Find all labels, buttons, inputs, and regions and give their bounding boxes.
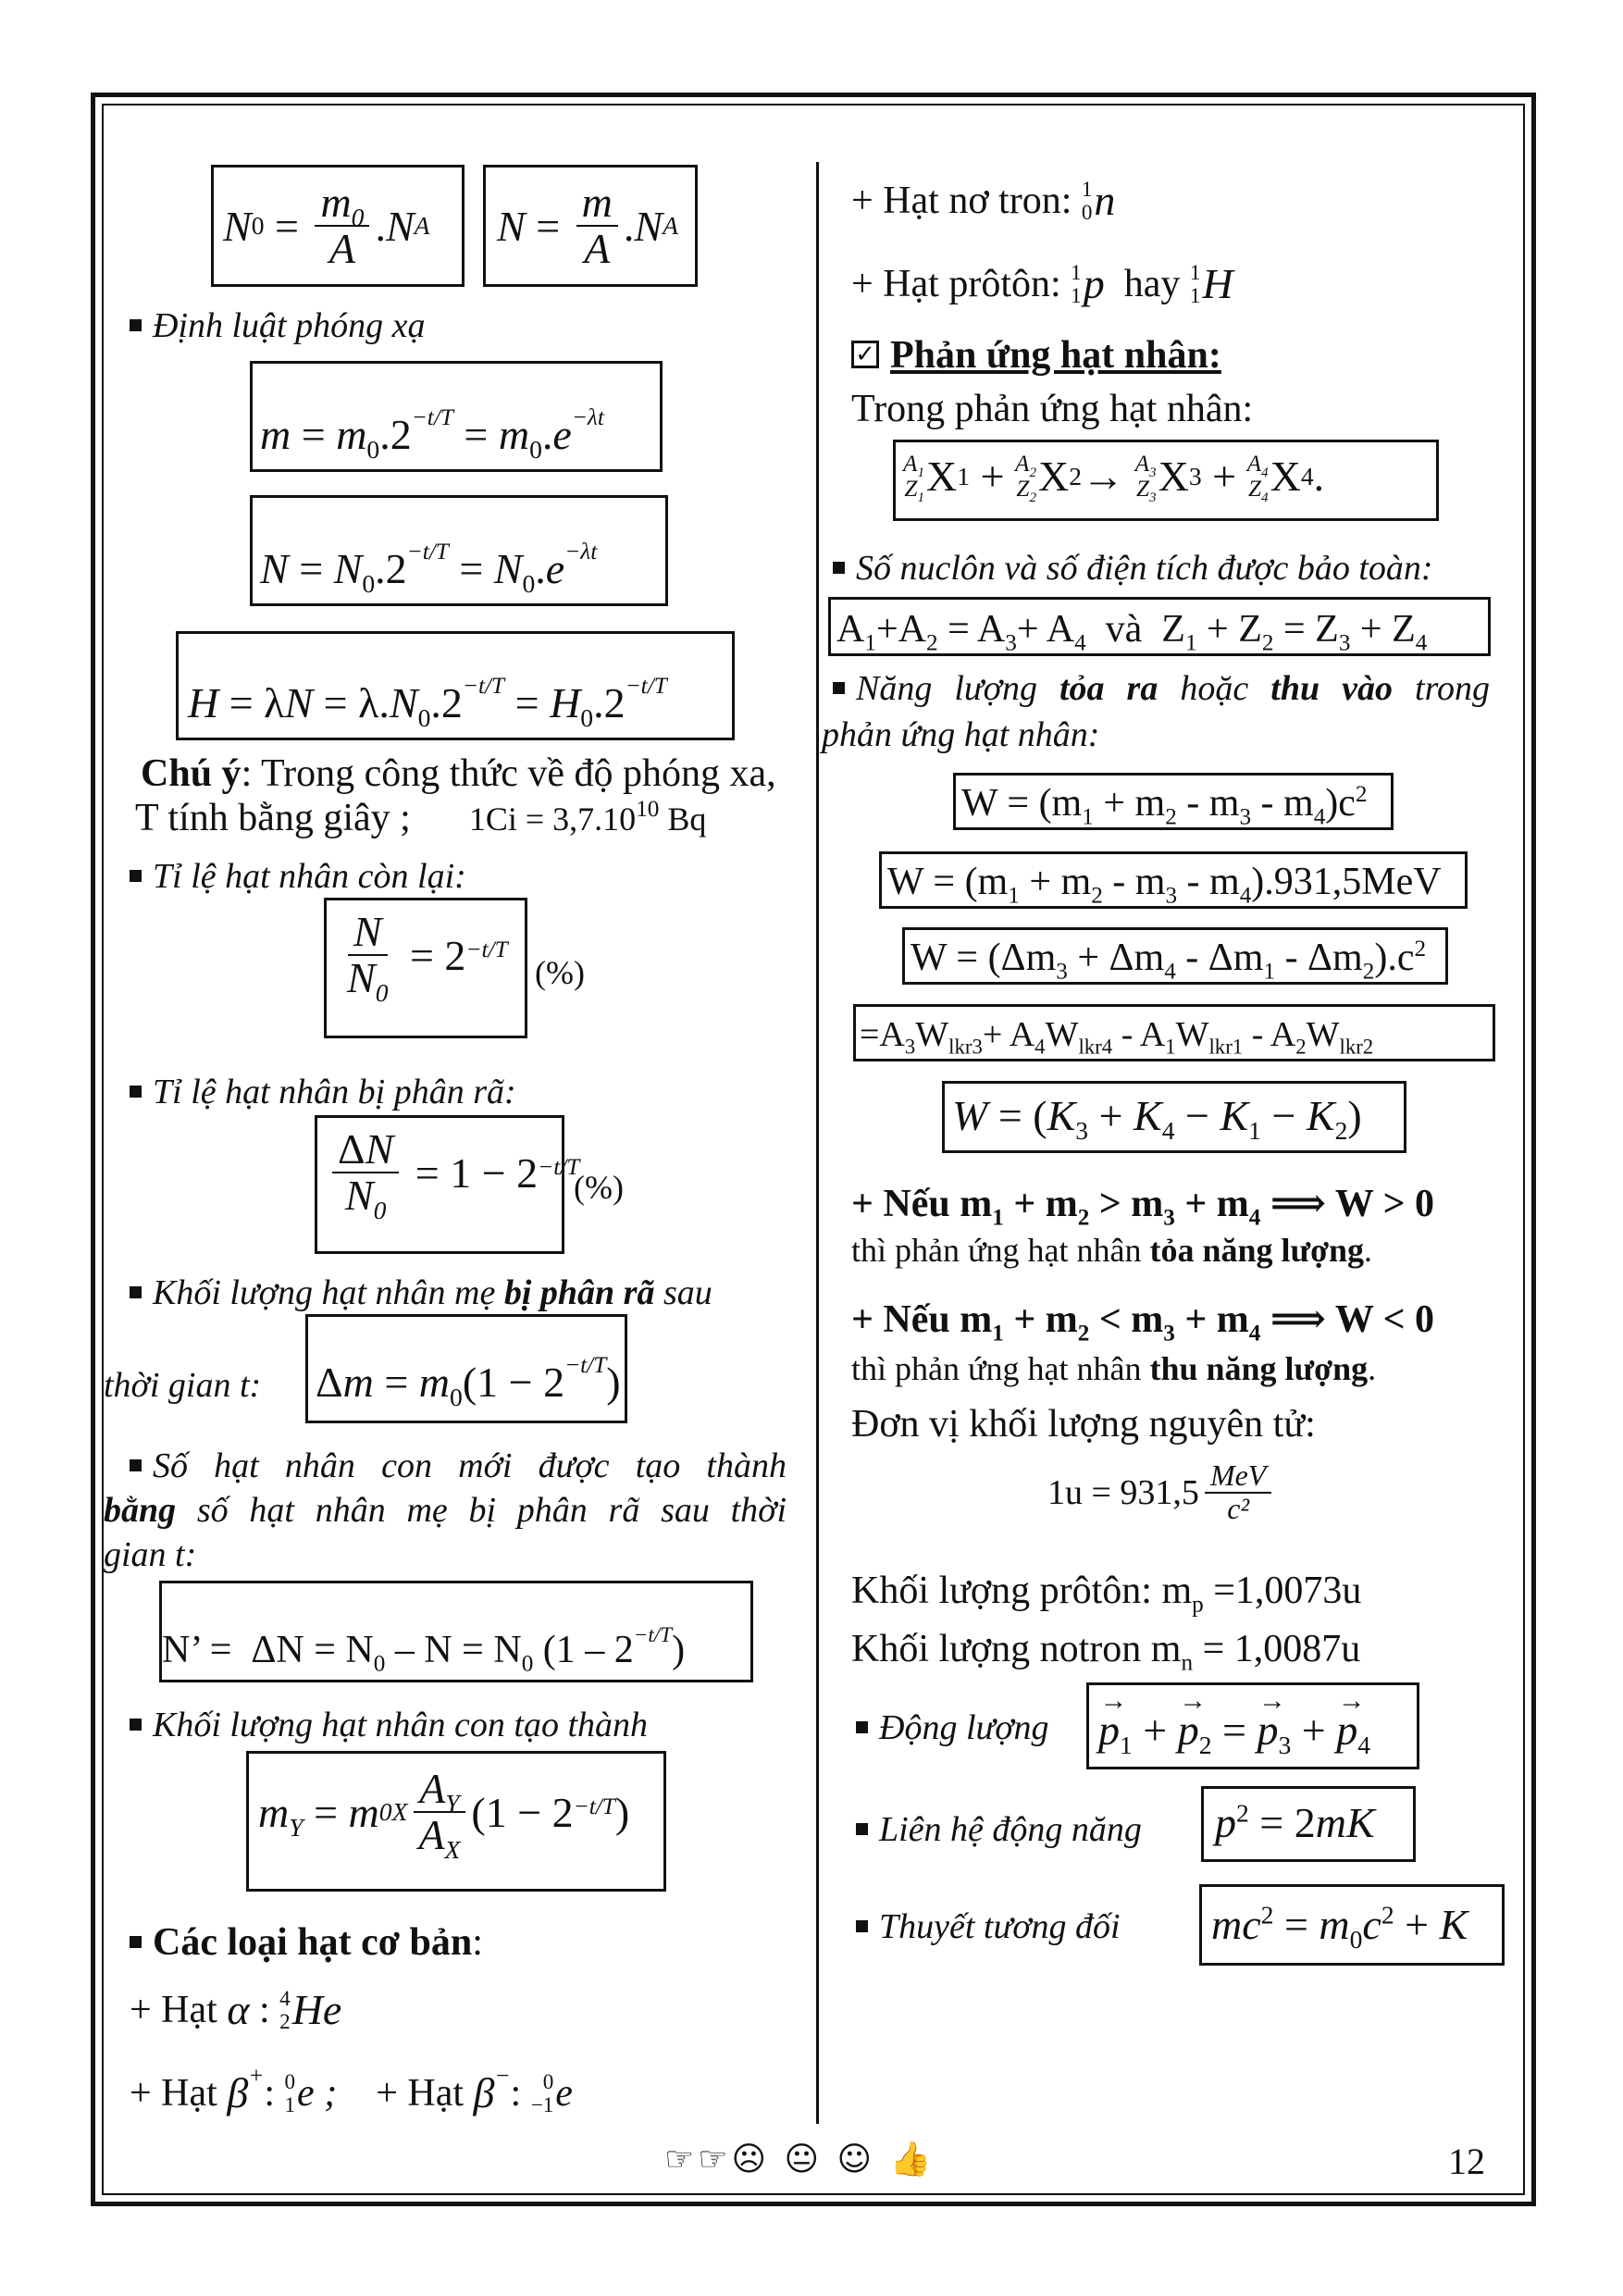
column-divider bbox=[816, 162, 819, 2124]
formula-mass-decay-box: $m = m_0.2^{-t/T} = m_0.e^{-\lambda t}$ bbox=[250, 361, 663, 472]
formula-activity-box: $H = \lambda N = \lambda.N_0.2^{-t/T} = H_0.2^{-t/T}$ bbox=[176, 631, 735, 740]
beta-particles: + Hạt β+ : 0 1 e ; + Hạt β− : 0 −1 e bbox=[130, 2063, 573, 2116]
remaining-ratio-unit: (%) bbox=[535, 954, 585, 991]
decayed-ratio-heading: Tỉ lệ hạt nhân bị phân rã: bbox=[130, 1072, 516, 1112]
conservation-heading: Số nuclôn và số điện tích được bảo toàn: bbox=[833, 548, 1433, 589]
energy-formula-4-box: $=A_3W_{lkr3}+ A_4W_{lkr4} - A_1W_{lkr1} - A_2W_{lkr2}$ bbox=[853, 1004, 1495, 1061]
remaining-ratio-box: $\frac{N}{N_0}$ = 2 −t/T bbox=[324, 898, 527, 1038]
parent-mass-box: $\Delta m = m_0(1 - 2^{-t/T})$ bbox=[305, 1314, 627, 1423]
checkbox-icon: ✓ bbox=[851, 341, 879, 368]
momentum-label: Động lượng bbox=[856, 1707, 1049, 1748]
formula-n0-box: N 0 = $\frac{m_0}{A}$ . N A bbox=[211, 165, 465, 287]
note-line-2: T tính bằng giây ; $1Ci = 3,7.10^{10}$ Bq bbox=[135, 797, 707, 839]
relativity-box: $mc^2 = m_0c^2 + K$ bbox=[1199, 1884, 1505, 1966]
neutron-line: + Hạt nơ tron: 1 0 n bbox=[851, 177, 1116, 224]
daughter-mass-box: $m_Y$ = m 0X $\frac{A_Y}{A_X}$ (1 − 2 −t/T ) bbox=[246, 1751, 666, 1892]
page-number: 12 bbox=[1448, 2141, 1485, 2182]
energy-formula-1-box: $W = (m_1 + m_2 - m_3 - m_4)c^2$ bbox=[953, 773, 1394, 830]
kinetic-label: Liên hệ động năng bbox=[856, 1809, 1142, 1850]
reaction-formula-box: $A_1$ $Z_1$ X 1 + $A_2$ $Z_2$ X 2 → $A_3$ $Z_3$ X 3 + $A_4$ $Z_4$ X 4 . bbox=[893, 440, 1439, 521]
decayed-ratio-unit: (%) bbox=[574, 1169, 624, 1206]
exothermic-condition: + Nếu $m_1 + m_2 > m_3 + m_4$ ⟹ W > 0 bbox=[851, 1183, 1435, 1231]
conservation-box: $A_1+A_2 = A_3+ A_4$ và $Z_1 + Z_2 = Z_3 + Z_4$ bbox=[828, 597, 1491, 656]
footer-emoticons-icon: ☞☞☹ 😐 ☺ 👍 bbox=[664, 2141, 935, 2178]
note-line-1: Chú ý: Trong công thức về độ phóng xa, bbox=[141, 752, 776, 795]
daughter-count-line-2: bằng số hạt nhân mẹ bị phân rã sau thời bbox=[104, 1491, 787, 1530]
decay-law-heading: Định luật phóng xạ bbox=[130, 305, 425, 346]
energy-formula-5-box: $W = (K_3 + K_4 - K_1 - K_2)$ bbox=[942, 1081, 1406, 1153]
relativity-label: Thuyết tương đối bbox=[856, 1906, 1121, 1947]
daughter-count-line-1: Số hạt nhân con mới được tạo thành bbox=[130, 1446, 787, 1486]
endothermic-condition: + Nếu $m_1 + m_2 < m_3 + m_4$ ⟹ W < 0 bbox=[851, 1298, 1435, 1347]
energy-heading-line-2: phản ứng hạt nhân: bbox=[822, 715, 1100, 754]
reaction-intro: Trong phản ứng hạt nhân: bbox=[851, 388, 1254, 430]
formula-count-decay-box: $N = N_0.2^{-t/T} = N_0.e^{-\lambda t}$ bbox=[250, 495, 668, 606]
reaction-heading: ✓ Phản ứng hạt nhân: bbox=[851, 333, 1221, 378]
neutron-mass: Khối lượng notron $m_n = 1,0087u$ bbox=[851, 1628, 1361, 1676]
energy-heading-line-1: Năng lượng tỏa ra hoặc thu vào trong bbox=[833, 668, 1490, 709]
amu-value: 1u = 931,5 $\frac{\text{MeV}}{\text{c²}}$ bbox=[1047, 1460, 1277, 1524]
daughter-count-line-3: gian t: bbox=[104, 1535, 197, 1574]
daughter-mass-heading: Khối lượng hạt nhân con tạo thành bbox=[130, 1705, 648, 1745]
energy-formula-3-box: $W = (\Delta m_3 + \Delta m_4 - \Delta m_1 - \Delta m_2).c^2$ bbox=[902, 927, 1448, 985]
proton-line: + Hạt prôtôn: 1 1 p hay 1 1 H bbox=[851, 260, 1233, 307]
decayed-ratio-box: $\frac{\Delta N}{N_0}$ = 1 − 2 −t/T bbox=[315, 1115, 564, 1254]
remaining-ratio-heading: Tỉ lệ hạt nhân còn lại: bbox=[130, 856, 466, 897]
formula-n-box: N = $\frac{m}{A}$ . N A bbox=[483, 165, 698, 287]
parent-mass-time: thời gian t: bbox=[104, 1366, 262, 1405]
momentum-box: → $p_1$ + → $p_2$ = → $p_3$ + → $p_4$ bbox=[1086, 1682, 1419, 1769]
parent-mass-heading: Khối lượng hạt nhân mẹ bị phân rã sau bbox=[130, 1272, 712, 1313]
particles-heading: Các loại hạt cơ bản: bbox=[130, 1920, 483, 1965]
daughter-count-box: N’ = $\Delta N = N_0 - N = N_0$ $(1 - 2^{-t/T})$ bbox=[159, 1581, 753, 1682]
energy-formula-2-box: $W = (m_1 + m_2 - m_3 - m_4).931,5MeV$ bbox=[879, 851, 1468, 909]
kinetic-box: $p^2 = 2mK$ bbox=[1201, 1786, 1416, 1862]
amu-heading: Đơn vị khối lượng nguyên tử: bbox=[851, 1403, 1316, 1446]
endothermic-text: thì phản ứng hạt nhân thu năng lượng. bbox=[851, 1350, 1377, 1387]
proton-mass: Khối lượng prôtôn: $m_p =1,0073u$ bbox=[851, 1570, 1362, 1618]
exothermic-text: thì phản ứng hạt nhân tỏa năng lượng. bbox=[851, 1232, 1373, 1269]
alpha-particle: + Hạt α : 4 2 He bbox=[130, 1986, 342, 2033]
